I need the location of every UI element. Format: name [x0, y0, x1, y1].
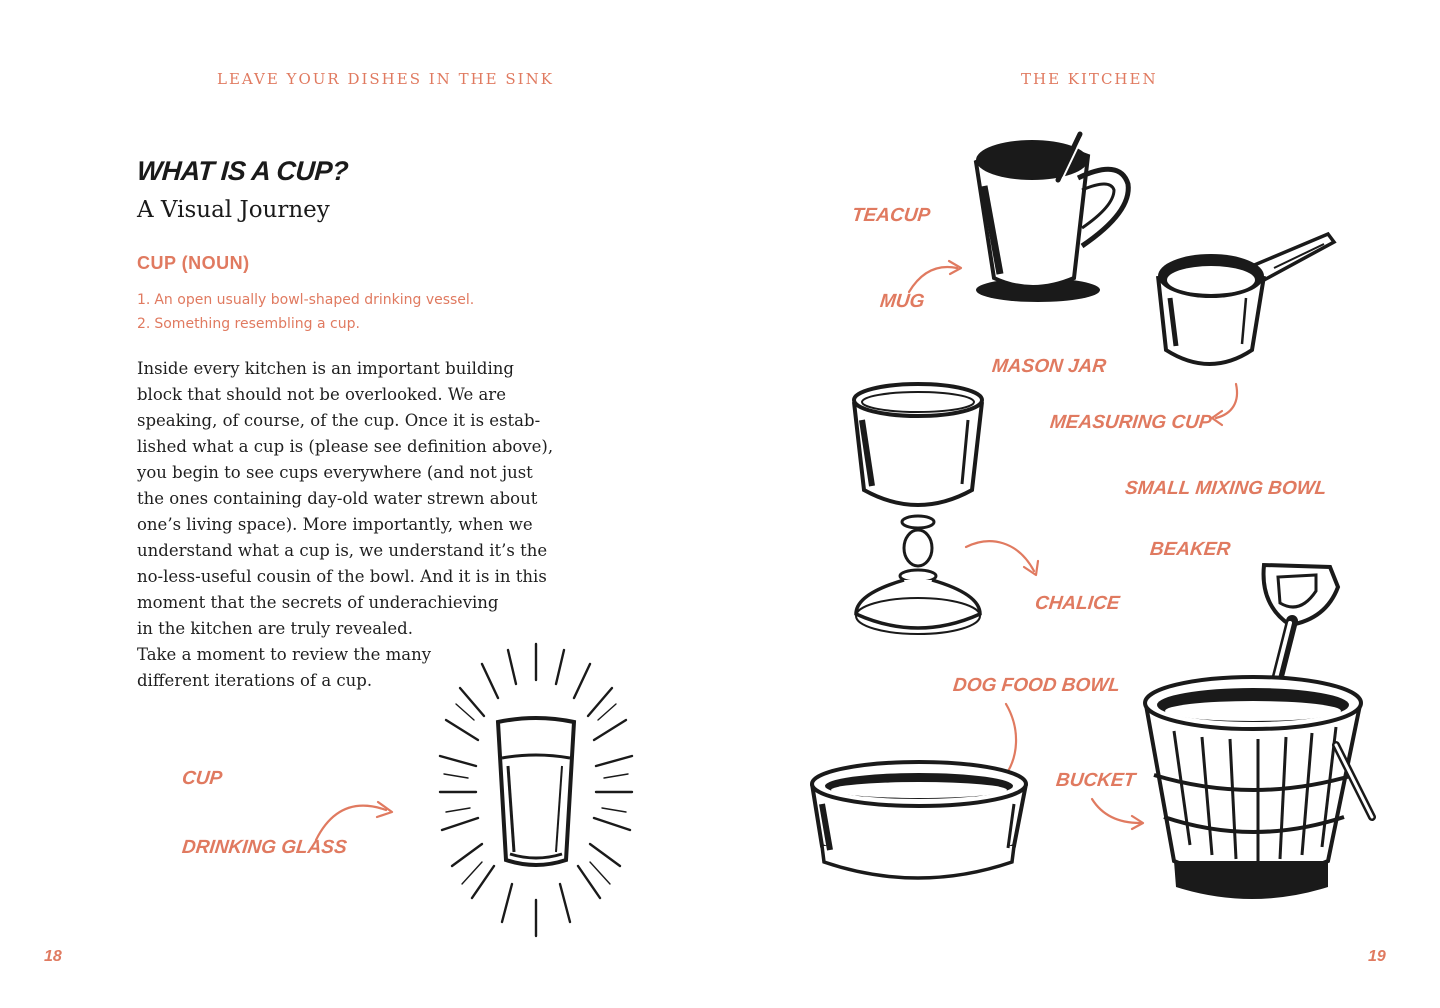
right-page — [720, 0, 1440, 1008]
running-head-left: LEAVE YOUR DISHES IN THE SINK — [217, 70, 554, 88]
callout-teacup: TEACUP — [850, 205, 932, 226]
arrow-icon — [905, 258, 975, 298]
body-line: understand what a cup is, we understand it’s the — [137, 541, 548, 560]
body-line: no-less-useful cousin of the bowl. And it is in this — [137, 567, 547, 586]
body-line: lished what a cup is (please see definition above), — [137, 437, 554, 456]
page-number-right: 19 — [1368, 948, 1386, 965]
drinking-glass-icon — [438, 640, 634, 940]
definition-number: 2. — [137, 316, 151, 332]
body-line: you begin to see cups everywhere (and not just — [137, 463, 533, 482]
body-line: different iterations of a cup. — [137, 671, 373, 690]
callout-chalice: CHALICE — [1033, 593, 1121, 614]
mug-icon — [970, 128, 1140, 308]
body-line: speaking, of course, of the cup. Once it is estab- — [137, 411, 541, 430]
bucket-icon — [1140, 555, 1378, 920]
body-line: in the kitchen are truly revealed. — [137, 619, 413, 638]
definition-list — [137, 288, 474, 336]
body-line: Inside every kitchen is an important building — [137, 359, 514, 378]
body-line: Take a moment to review the many — [137, 645, 432, 664]
callout-mason-jar: MASON JAR — [990, 356, 1108, 377]
definition-heading: CUP (NOUN) — [137, 253, 250, 273]
callout-beaker: BEAKER — [1148, 539, 1232, 560]
page-number-left: 18 — [44, 948, 62, 965]
body-line: the ones containing day-old water strewn about — [137, 489, 538, 508]
page-subtitle: A Visual Journey — [137, 197, 330, 223]
callout-dog-food-bowl: DOG FOOD BOWL — [951, 675, 1121, 696]
definition-item — [137, 288, 474, 312]
page-title: WHAT IS A CUP? — [135, 156, 350, 186]
body-line: moment that the secrets of underachieving — [137, 593, 499, 612]
arrow-icon — [312, 790, 402, 850]
body-line: one’s living space). More importantly, when we — [137, 515, 533, 534]
definition-text: An open usually bowl-shaped drinking vessel. — [154, 292, 475, 308]
chalice-icon — [848, 380, 988, 640]
measuring-cup-icon — [1152, 228, 1342, 376]
running-head-right: THE KITCHEN — [1021, 70, 1158, 88]
definition-number: 1. — [137, 292, 151, 308]
callout-small-mixing-bowl: SMALL MIXING BOWL — [1123, 478, 1328, 499]
callout-mug: MUG — [878, 291, 926, 312]
definition-text: Something resembling a cup. — [154, 316, 360, 332]
callout-cup: CUP — [180, 768, 224, 789]
arrow-icon — [1088, 795, 1148, 830]
body-line: block that should not be overlooked. We are — [137, 385, 506, 404]
callout-drinking-glass: DRINKING GLASS — [180, 837, 348, 858]
callout-bucket: BUCKET — [1054, 770, 1137, 791]
callout-measuring-cup: MEASURING CUP — [1048, 412, 1213, 433]
dog-bowl-icon — [808, 758, 1030, 880]
arrow-icon — [1208, 380, 1248, 430]
definition-item — [137, 312, 474, 336]
